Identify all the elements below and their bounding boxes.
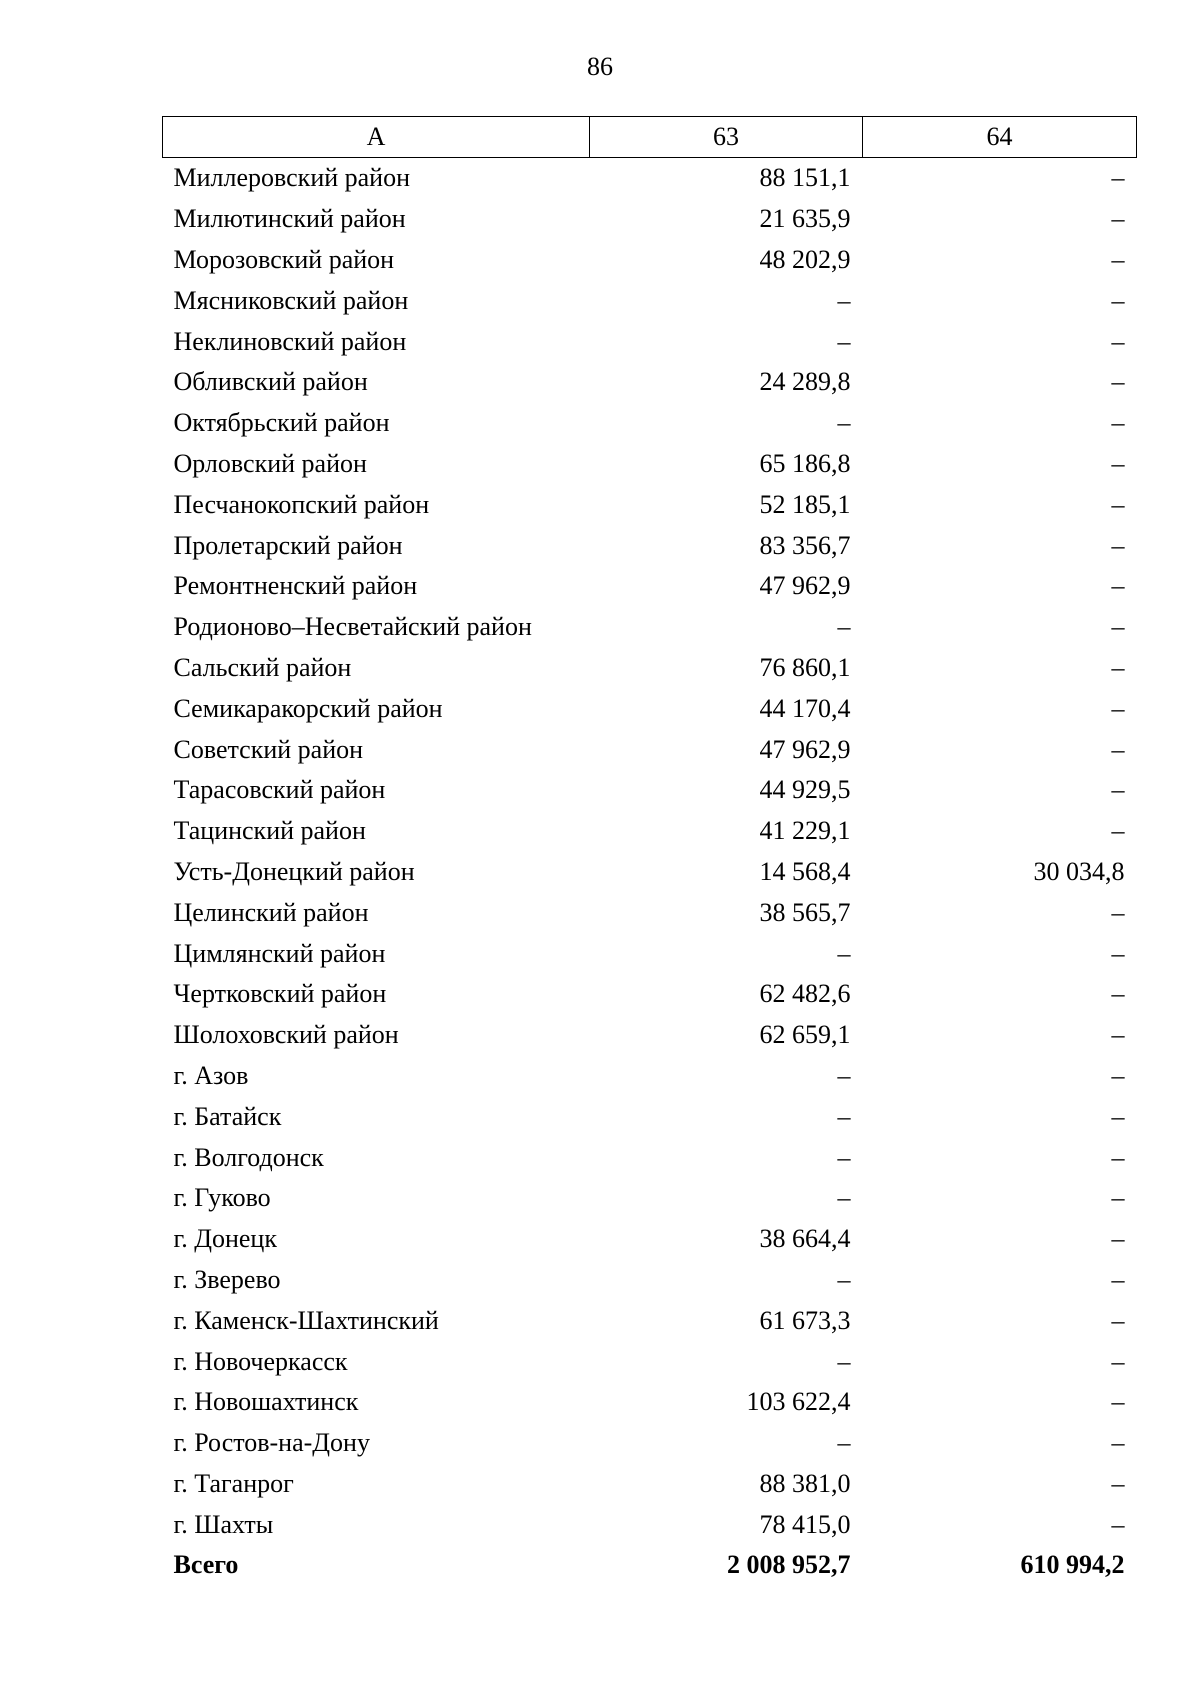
table-row [163,1464,1137,1505]
table-row [163,1260,1137,1301]
row-value-63: – [837,1142,851,1172]
row-value-64: – [1111,1224,1125,1254]
row-label: г. Новочеркасск [173,1346,348,1376]
row-label: Целинский район [173,897,369,927]
row-value-63: 14 568,4 [759,856,851,886]
row-value-64: – [1111,1387,1125,1417]
table-row [163,770,1137,811]
row-value-63: – [837,285,851,315]
row-value-63: 61 673,3 [759,1305,851,1335]
table-row [163,1178,1137,1219]
table-row [163,525,1137,566]
row-label: г. Зверево [173,1264,281,1294]
row-value-64: – [1111,1305,1125,1335]
row-value-63: 44 170,4 [759,693,851,723]
row-value-64: – [1111,1142,1125,1172]
table-row [163,1137,1137,1178]
row-value-64: – [1111,1264,1125,1294]
row-label: Сальский район [173,652,352,682]
total-row [163,1545,1137,1586]
table-row [163,1341,1137,1382]
table-row [163,933,1137,974]
row-value-64: – [1111,1020,1125,1050]
row-value-63: – [837,1101,851,1131]
row-label: г. Ростов-на-Дону [173,1428,370,1458]
table-row [163,158,1137,199]
row-value-64: – [1111,938,1125,968]
row-value-64: – [1111,326,1125,356]
row-value-64: – [1111,489,1125,519]
table-row [163,1096,1137,1137]
row-label: г. Каменск-Шахтинский [173,1305,439,1335]
row-label: г. Новошахтинск [173,1387,359,1417]
table-row [163,484,1137,525]
row-value-64: – [1111,571,1125,601]
row-value-64: – [1111,775,1125,805]
row-label: Ремонтненский район [173,571,418,601]
table-row [163,1219,1137,1260]
row-value-63: – [837,1183,851,1213]
row-value-63: 24 289,8 [759,367,851,397]
row-label: г. Шахты [173,1509,274,1539]
row-value-64: 30 034,8 [1033,856,1125,886]
table-row [163,1056,1137,1097]
table-row [163,240,1137,281]
row-value-63: 62 659,1 [759,1020,851,1050]
row-label: Шолоховский район [173,1020,399,1050]
table-row [163,648,1137,689]
row-label: Усть-Донецкий район [173,856,415,886]
table-row [163,729,1137,770]
table-row [163,1423,1137,1464]
row-label: Родионово–Несветайский район [173,612,532,642]
table-body [163,158,1137,1586]
row-label: г. Гуково [173,1183,271,1213]
table-row [163,688,1137,729]
row-label: Семикаракорский район [173,693,443,723]
row-value-63: 38 664,4 [759,1224,851,1254]
row-value-63: – [837,326,851,356]
row-value-63: – [837,1060,851,1090]
table-row [163,892,1137,933]
row-value-63: – [837,612,851,642]
row-value-63: 52 185,1 [759,489,851,519]
row-label: г. Азов [173,1060,249,1090]
table-row [163,811,1137,852]
row-value-63: 44 929,5 [759,775,851,805]
table-row [163,852,1137,893]
row-label: Мясниковский район [173,285,409,315]
row-value-64: – [1111,612,1125,642]
row-value-63: 76 860,1 [759,652,851,682]
row-value-64: – [1111,693,1125,723]
row-label: Обливский район [173,367,368,397]
table-row [163,362,1137,403]
row-value-64: – [1111,204,1125,234]
row-value-64: – [1111,652,1125,682]
total-value-64: 610 994,2 [1020,1550,1125,1580]
row-value-63: – [837,408,851,438]
row-label: Советский район [173,734,364,764]
total-label: Всего [173,1550,239,1580]
row-label: г. Батайск [173,1101,282,1131]
row-label: Неклиновский район [173,326,407,356]
row-value-63: – [837,938,851,968]
row-value-64: – [1111,367,1125,397]
row-value-63: 78 415,0 [759,1509,851,1539]
row-value-63: 65 186,8 [759,448,851,478]
row-value-64: – [1111,530,1125,560]
row-value-64: – [1111,1428,1125,1458]
row-label: Тарасовский район [173,775,386,805]
row-label: г. Волгодонск [173,1142,324,1172]
row-value-64: – [1111,897,1125,927]
row-value-64: – [1111,1183,1125,1213]
row-value-64: – [1111,979,1125,1009]
header-row [163,117,1137,158]
header-cell-63: 63 [590,117,863,158]
row-value-63: – [837,1346,851,1376]
row-label: Миллеровский район [173,163,411,193]
page-number: 86 [587,52,613,81]
table-row [163,1300,1137,1341]
row-label: Цимлянский район [173,938,386,968]
row-value-64: – [1111,1509,1125,1539]
row-value-63: 88 151,1 [759,163,851,193]
row-value-64: – [1111,163,1125,193]
row-value-64: – [1111,1468,1125,1498]
row-value-64: – [1111,734,1125,764]
table-row [163,321,1137,362]
row-value-64: – [1111,244,1125,274]
row-value-63: – [837,1428,851,1458]
row-label: Тацинский район [173,816,366,846]
row-label: г. Таганрог [173,1468,294,1498]
total-value-63: 2 008 952,7 [727,1550,851,1580]
table-row [163,444,1137,485]
row-value-63: 83 356,7 [759,530,851,560]
row-value-64: – [1111,408,1125,438]
table-row [163,1015,1137,1056]
row-label: Песчанокопский район [173,489,430,519]
row-value-63: 41 229,1 [759,816,851,846]
row-value-63: 47 962,9 [759,734,851,764]
row-value-64: – [1111,285,1125,315]
data-table [162,116,1137,1586]
table-row [163,607,1137,648]
table-row [163,199,1137,240]
table-row [163,403,1137,444]
row-value-63: 47 962,9 [759,571,851,601]
header-cell-a: А [163,117,590,158]
row-value-64: – [1111,1060,1125,1090]
table-row [163,974,1137,1015]
row-value-63: 48 202,9 [759,244,851,274]
row-label: Милютинский район [173,204,406,234]
row-value-64: – [1111,1101,1125,1131]
table-row [163,1504,1137,1545]
header-cell-64: 64 [863,117,1137,158]
row-value-64: – [1111,448,1125,478]
row-value-63: 88 381,0 [759,1468,851,1498]
row-value-63: 103 622,4 [746,1387,851,1417]
row-label: г. Донецк [173,1224,277,1254]
table-row [163,280,1137,321]
row-label: Морозовский район [173,244,395,274]
row-value-63: 21 635,9 [759,204,851,234]
row-value-64: – [1111,816,1125,846]
table-row [163,1382,1137,1423]
row-value-63: 38 565,7 [759,897,851,927]
row-value-63: – [837,1264,851,1294]
row-label: Чертковский район [173,979,387,1009]
row-label: Орловский район [173,448,367,478]
row-value-63: 62 482,6 [759,979,851,1009]
row-label: Пролетарский район [173,530,403,560]
table-row [163,566,1137,607]
row-label: Октябрьский район [173,408,390,438]
row-value-64: – [1111,1346,1125,1376]
